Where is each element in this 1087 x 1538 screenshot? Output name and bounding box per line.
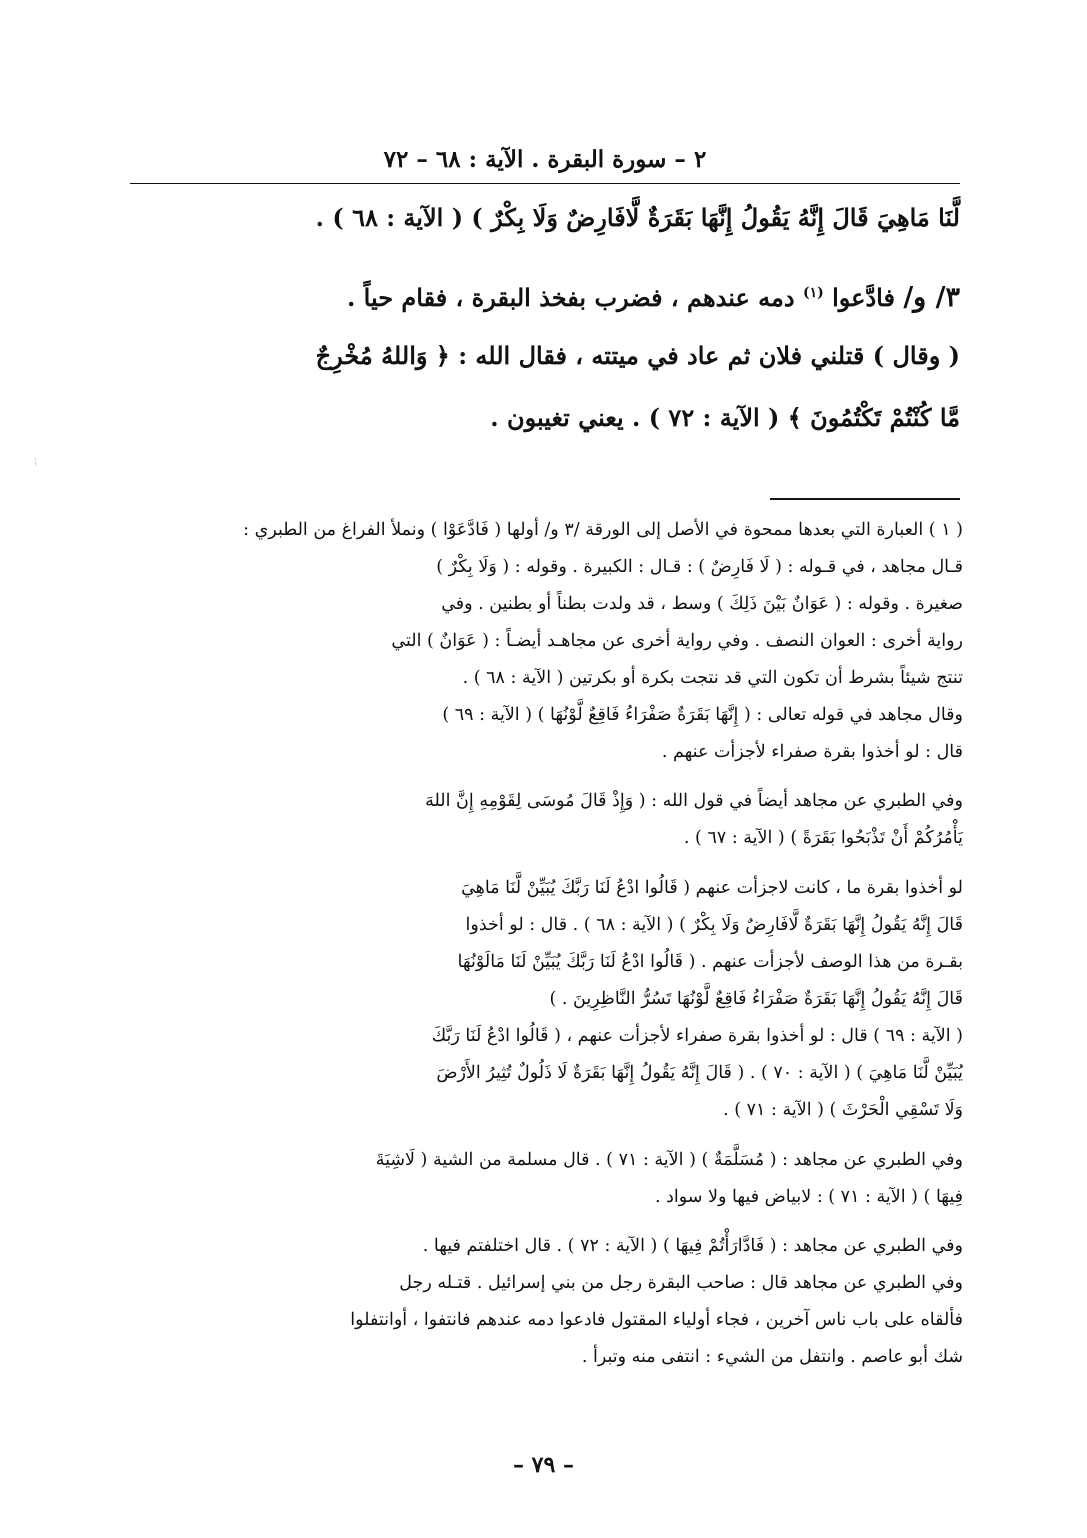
footnote-line: ( ١ ) العبارة التي بعدها ممحوة في الأصل إلى الورقة /٣ و/ أولها ( فَادَّعَوْا ) ونملأ الفراغ من الطبري : [243, 520, 963, 540]
footnote-line: وفي الطبري عن مجاهد : ( مُسَلَّمَةٌ ) ( الآية : ٧١ ) . قال مسلمة من الشية ( لَاشِيَةَ [375, 1150, 963, 1170]
footnote-line: وقال مجاهد في قوله تعالى : ( إِنَّهَا بَقَرَةٌ صَفْرَاءُ فَاقِعٌ لَّوْنُهَا ) ( الآية : ٦٩ ) [442, 705, 963, 725]
main-text-line-2 [130, 273, 960, 318]
footnote-line: قَالَ إِنَّهُ يَقُولُ إِنَّهَا بَقَرَةٌ لَّافَارِضٌ وَلَا بِكْرٌ ) ( الآية : ٦٨ ) . قال : لو أخذوا [465, 915, 963, 935]
footnote-line: فألقاه على باب ناس آخرين ، فجاء أولياء المقتول فادعوا دمه عندهم فانتفوا ، أوانتفلوا [350, 1310, 963, 1330]
footnote-separator [770, 498, 960, 500]
footnote-line: وَلَا تَسْقِي الْحَرْثَ ) ( الآية : ٧١ ) . [723, 1100, 963, 1120]
footnote-line: يُبَيِّنْ لَّنَا مَاهِيَ ) ( الآية : ٧٠ ) . ( قَالَ إِنَّهُ يَقُولُ إِنَّهَا بَقَرَةٌ لَا ذَلُولٌ تُثِيرُ الأَرْضَ [436, 1063, 963, 1083]
footnote-reference: (١) [802, 285, 824, 301]
footnote-line: قَالَ إِنَّهُ يَقُولُ إِنَّهَا بَقَرَةٌ صَفْرَاءُ فَاقِعٌ لَّوْنُهَا تَسُرُّ النَّاظِرِينَ . ) [549, 989, 963, 1009]
running-header: ٢ – سورة البقرة . الآية : ٦٨ – ٧٢ [383, 146, 707, 173]
header-rule [130, 183, 960, 184]
footnote-line: شك أبو عاصم . وانتفل من الشيء : انتفى منه وتبرأ . [581, 1347, 963, 1367]
main-text-line-2-after: دمه عندهم ، فضرب بفخذ البقرة ، فقام حياً . [346, 283, 795, 312]
footnote-line: وفي الطبري عن مجاهد قال : صاحب البقرة رجل من بني إسرائيل . قتـله رجل [399, 1273, 963, 1293]
footnote-line: لو أخذوا بقرة ما ، كانت لاجزأت عنهم ( قَالُوا ادْعُ لَنَا رَبَّكَ يُبَيِّنْ لَّنَا مَاهِيَ [461, 878, 963, 898]
footnote-line: فِيهَا ) ( الآية : ٧١ ) : لابياض فيها ولا سواد . [654, 1187, 963, 1207]
main-text-line-3: ( وقال ) قتلني فلان ثم عاد في ميتته ، فقال الله : ﴿ وَاللهُ مُخْرِجٌ [315, 341, 960, 370]
scan-artifact-mark: ⁞ [34, 455, 38, 469]
footnote-line: وفي الطبري عن مجاهد : ( فَادَّارَأْتُمْ فِيهَا ) ( الآية : ٧٢ ) . قال اختلفتم فيها . [422, 1236, 963, 1256]
footnote-line: تنتج شيئاً بشرط أن تكون التي قد نتجت بكرة أو بكرتين ( الآية : ٦٨ ) . [462, 668, 963, 688]
main-text-line-4: مَّا كُنْتُمْ تَكْتُمُونَ ﴾ ( الآية : ٧٢ ) . يعني تغيبون . [490, 403, 960, 432]
footnote-line: ( الآية : ٦٩ ) قال : لو أخذوا بقرة صفراء لأجزأت عنهم ، ( قَالُوا ادْعُ لَنَا رَبَّكَ [431, 1026, 963, 1046]
footnote-line: وفي الطبري عن مجاهد أيضاً في قول الله : ( وَإِذْ قَالَ مُوسَى لِقَوْمِهِ إِنَّ اللهَ [425, 791, 963, 811]
page-number: – ٧٩ – [513, 1452, 574, 1478]
footnote-line: صغيرة . وقوله : ( عَوَانٌ بَيْنَ ذَلِكَ ) وسط ، قد ولدت بطناً أو بطنين . وفي [441, 594, 963, 614]
main-text-line-2-before: فادَّعوا [832, 283, 895, 312]
footnote-line: بقـرة من هذا الوصف لأجزأت عنهم . ( قَالُوا ادْعُ لَنَا رَبَّكَ يُبَيِّنْ لَنَا مَالَوْنُهَا [457, 952, 963, 972]
footnote-line: رواية أخرى : العوان النصف . وفي رواية أخرى عن مجاهـد أيضـاً : ( عَوَانٌ ) التي [391, 631, 963, 651]
footnote-line: قال : لو أخذوا بقرة صفراء لأجزأت عنهم . [661, 742, 963, 762]
main-text-line-1: لَّنَا مَاهِيَ قَالَ إِنَّهُ يَقُولُ إِنَّهَا بَقَرَةٌ لَّافَارِضٌ وَلَا بِكْرٌ ) ( الآية : ٦٨ ) . [315, 203, 960, 232]
footnote-line: يَأْمُرُكُمْ أَنْ تَذْبَحُوا بَقَرَةً ) ( الآية : ٦٧ ) . [683, 828, 963, 848]
folio-mark: ٣/ و/ [903, 282, 960, 313]
footnote-line: قـال مجاهد ، في قـوله : ( لَا فَارِضٌ ) : قـال : الكبيرة . وقوله : ( وَلَا بِكْرٌ ) [436, 557, 963, 577]
